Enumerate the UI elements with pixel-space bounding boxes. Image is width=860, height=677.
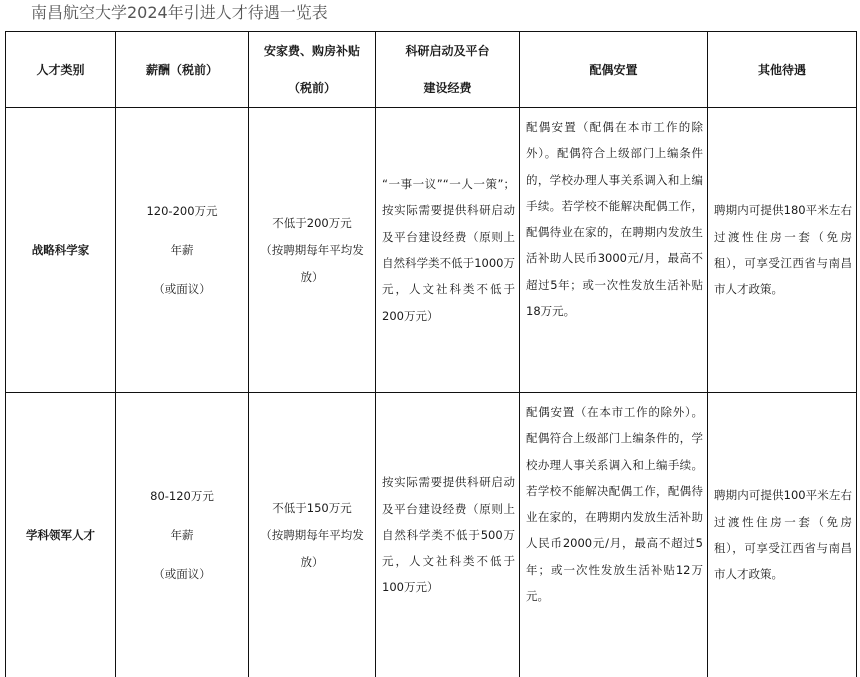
housing-cell [249,393,376,677]
spouse-cell: 配偶安置（在本市工作的除外）。配偶符合上级部门上编条件的，学校办理人事关系调入和上编手续。若学校不能解决配偶工作，配偶待业在家的，在聘期内发放生活补助人民币2000元/月，最高不超过5年；或一次性发放生活补贴12万元。 [520,393,708,677]
header-spouse: 配偶安置 [520,32,708,108]
header-housing-line1: 安家费、购房补贴 [263,43,360,58]
housing-amount: 不低于200万元 [272,215,352,230]
category-cell: 战略科学家 [6,108,116,393]
talent-benefits-table [5,31,857,677]
housing-amount: 不低于150万元 [272,500,352,515]
salary-note: （或面议） [153,281,211,296]
research-cell: 按实际需要提供科研启动及平台建设经费（原则上自然科学类不低于500万元，人文社科类不低于100万元） [376,393,520,677]
header-research-line1: 科研启动及平台 [405,43,490,58]
housing-note: （按聘期每年平均发放） [260,527,364,569]
salary-note: （或面议） [153,566,211,581]
header-salary: 薪酬（税前） [116,32,249,108]
category-cell: 学科领军人才 [6,393,116,677]
header-category: 人才类别 [6,32,116,108]
other-cell: 聘期内可提供100平米左右过渡性住房一套（免房租），可享受江西省与南昌市人才政策。 [708,393,857,677]
header-housing-line2: （税前） [287,80,336,95]
header-housing [249,32,376,108]
page-title: 南昌航空大学2024年引进人才待遇一览表 [31,3,328,22]
housing-cell [249,108,376,393]
research-cell: “一事一议”“一人一策”；按实际需要提供科研启动及平台建设经费（原则上自然科学类不低于1000万元，人文社科类不低于200万元） [376,108,520,393]
housing-note: （按聘期每年平均发放） [260,242,364,284]
table-row [6,393,857,677]
salary-cell [116,393,249,677]
salary-unit: 年薪 [170,242,194,257]
table-row [6,108,857,393]
salary-range: 80-120万元 [150,488,214,503]
header-research-line2: 建设经费 [423,80,472,95]
salary-unit: 年薪 [170,527,194,542]
table-header-row [6,32,857,108]
spouse-cell: 配偶安置（配偶在本市工作的除外）。配偶符合上级部门上编条件的，学校办理人事关系调入和上编手续。若学校不能解决配偶工作，配偶待业在家的，在聘期内发放生活补助人民币3000元/月，最高不超过5年；或一次性发放生活补贴18万元。 [520,108,708,393]
header-research [376,32,520,108]
header-other: 其他待遇 [708,32,857,108]
salary-range: 120-200万元 [146,203,218,218]
salary-cell [116,108,249,393]
other-cell: 聘期内可提供180平米左右过渡性住房一套（免房租），可享受江西省与南昌市人才政策。 [708,108,857,393]
